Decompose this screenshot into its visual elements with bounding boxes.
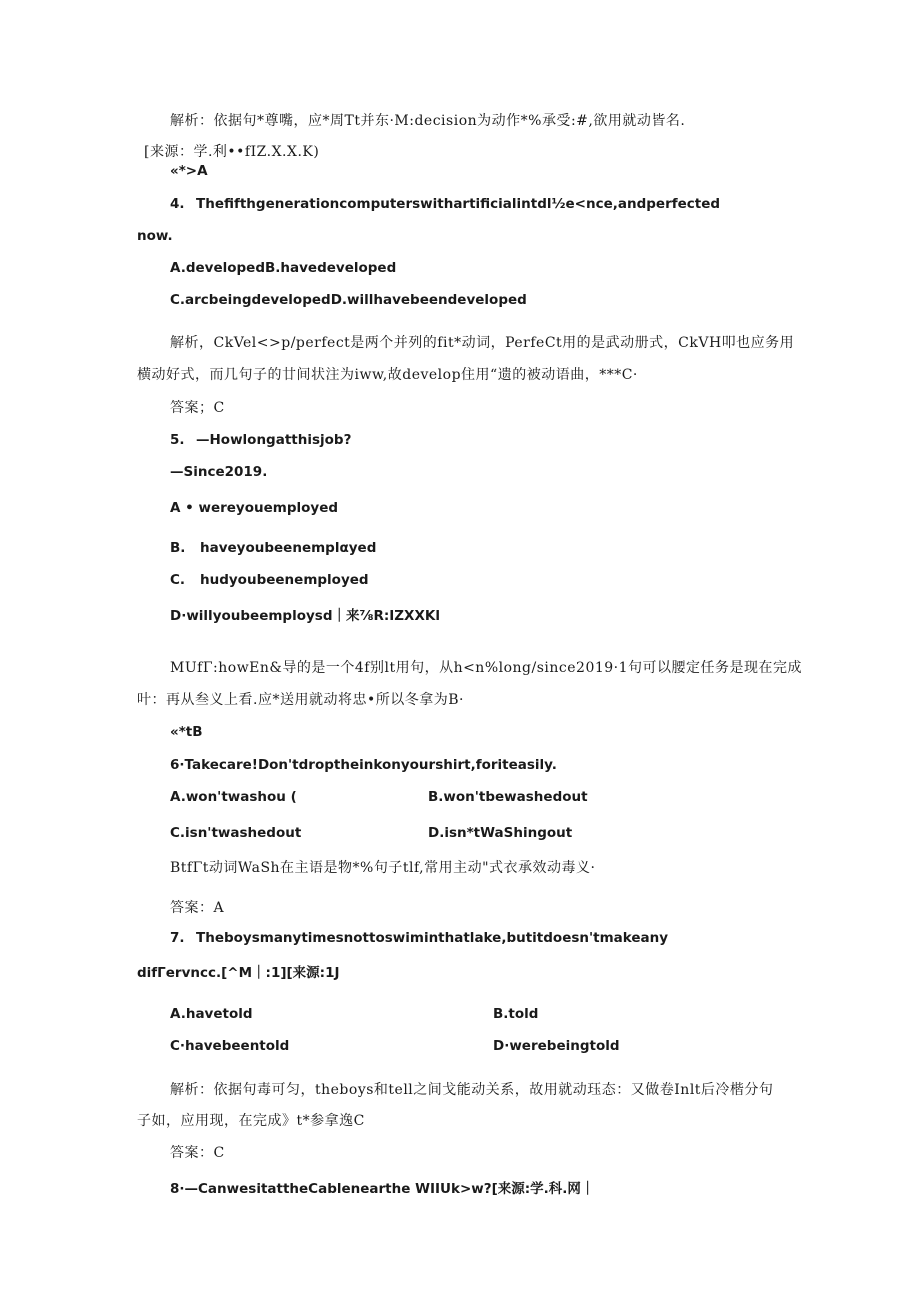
q4-options-ab: A.developedB.havedeveloped: [170, 260, 397, 276]
q3-analysis-line-1: 解析：依据句*尊嘴，应*周Tt并东·M:decision为动作*%承受:#,欲用就动皆名.: [170, 113, 686, 129]
q6-option-a: A.won'twashou (: [170, 789, 297, 805]
q6-option-c: C.isn'twashedout: [170, 825, 302, 841]
q7-stem-continued: difΓervncc.[^M｜:1][来源:1J: [137, 965, 340, 981]
q6-answer: 答案：A: [170, 900, 225, 916]
q4-analysis-line-2: 横动好式，而几句子的廿间状注为iww,故develop住用“遗的被动语曲，***C·: [137, 367, 638, 383]
q5-option-c-key: C.: [170, 572, 186, 588]
q5-stem: —Howlongatthisjob?: [196, 432, 352, 448]
q7-option-b: B.told: [493, 1006, 539, 1022]
q5-reply: —Since2019.: [170, 464, 268, 480]
q5-option-b-key: B.: [170, 540, 186, 556]
q4-stem-continued: now.: [137, 228, 173, 244]
q5-number: 5.: [170, 432, 185, 448]
q3-answer: «*>A: [170, 163, 208, 179]
q5-option-b: haveyoubeenemplαyed: [200, 540, 377, 556]
q4-stem: Thefifthgenerationcomputerswithartificialintdl½e<nce,andperfected: [196, 196, 721, 212]
q7-answer: 答案：C: [170, 1145, 225, 1161]
q7-option-a: A.havetold: [170, 1006, 253, 1022]
q5-option-d: D·willyoubeemploysd｜来⅞R:IZXXKl: [170, 608, 440, 624]
q7-stem: Theboysmanytimesnottoswiminthatlake,butitdoesn'tmakeany: [196, 930, 669, 946]
q7-analysis-line-2: 子如，应用现，在完成》t*参拿逸C: [137, 1113, 365, 1129]
source-note: [来源：学.利••fIZ.X.X.K): [144, 144, 320, 160]
q6-option-d: D.isn*tWaShingout: [428, 825, 573, 841]
q7-number: 7.: [170, 930, 185, 946]
q6-stem: 6·Takecare!Don'tdroptheinkonyourshirt,foriteasily.: [170, 757, 557, 773]
q4-options-cd: C.arcbeingdevelopedD.willhavebeendeveloped: [170, 292, 527, 308]
q7-option-d: D·werebeingtold: [493, 1038, 620, 1054]
q5-option-a: A • wereyouemployed: [170, 500, 339, 516]
q5-analysis-line-1: MUfΓ:howEn&导的是一个4f别lt用句，从h<n%long/since2019·1句可以腰定任务是现在完成: [170, 660, 803, 676]
q8-stem: 8·—CanwesitattheCablenearthe WIIUk>w?[来源:学.科.网｜: [170, 1181, 595, 1197]
q7-option-c: C·havebeentold: [170, 1038, 290, 1054]
q7-analysis-line-1: 解析：依据句毒可匀，theboys和tell之间戈能动关系，故用就动珏态：又做卷Inlt后冷楷分句: [170, 1082, 774, 1098]
q4-number: 4.: [170, 196, 185, 212]
q5-option-c: hudyoubeenemployed: [200, 572, 369, 588]
q5-analysis-line-2: 叶：再从叁义上看.应*送用就动将忠•所以冬拿为B·: [137, 692, 464, 708]
q6-option-b: B.won'tbewashedout: [428, 789, 588, 805]
q5-answer: «*tB: [170, 724, 203, 740]
q4-analysis-line-1: 解析，CkVel<>p/perfect是两个并列的fit*动词，PerfeCt用的是武动册式，CkVH叩也应务用: [170, 335, 795, 351]
q4-answer: 答案；C: [170, 400, 225, 416]
q6-analysis: BtfΓt动词WaSh在主语是物*%句子tlf,常用主动"式衣承效动毒义·: [170, 860, 596, 876]
